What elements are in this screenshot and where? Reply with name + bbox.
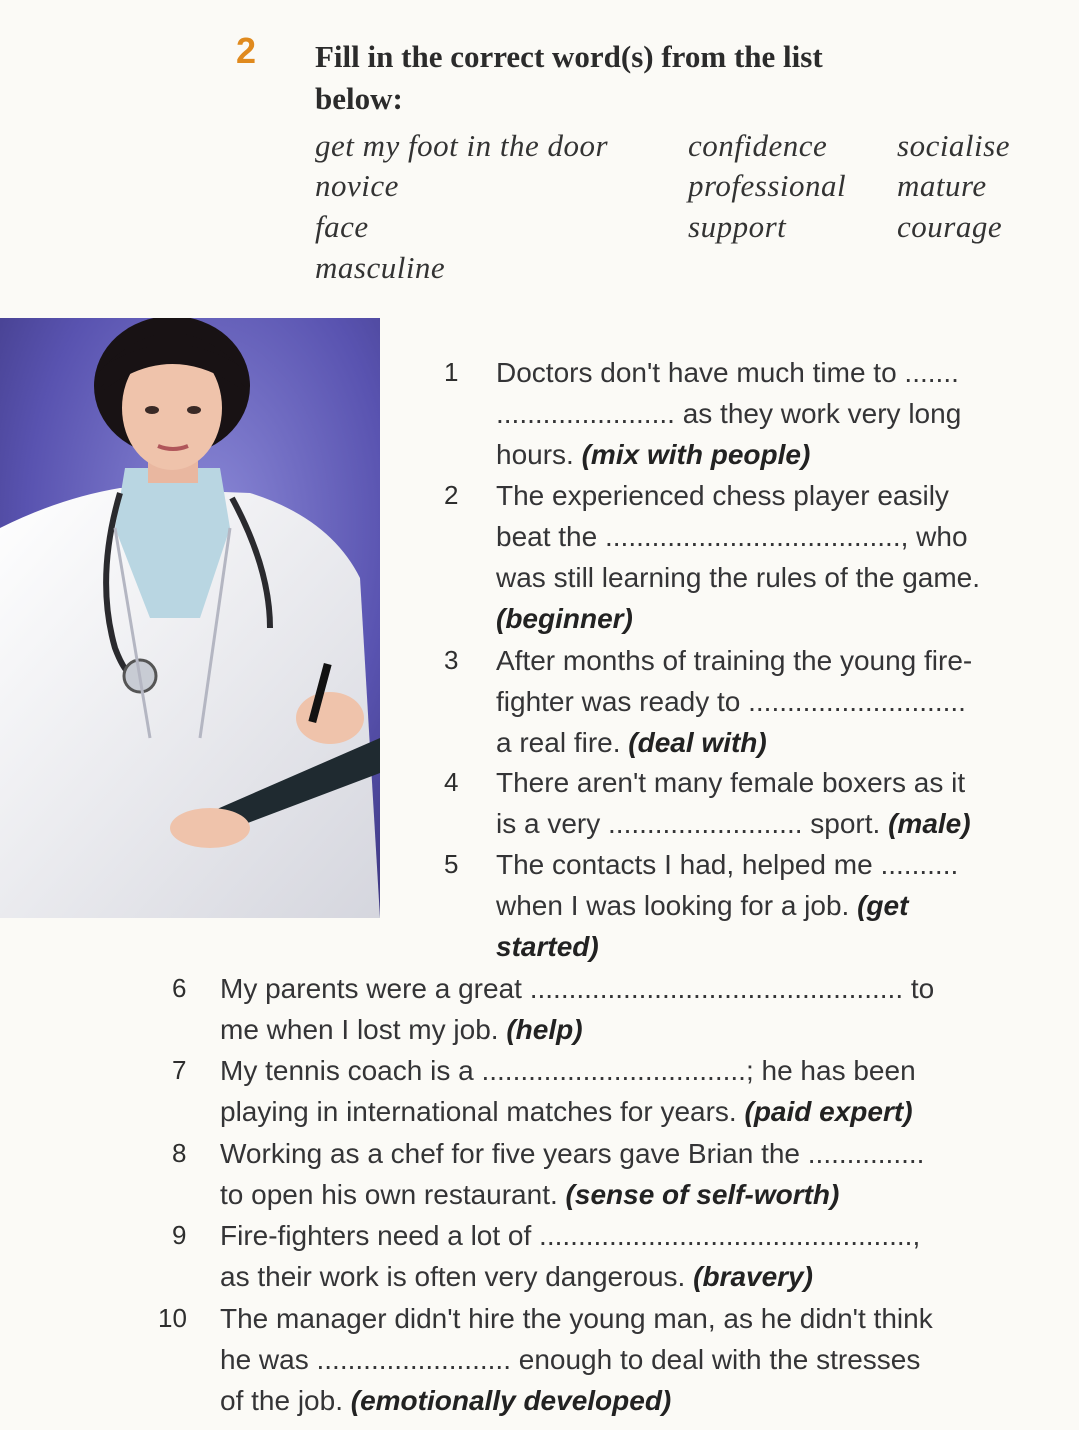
item-text-line: he was ......................... enough to deal with the stresses [220,1344,921,1375]
heading-line-1: Fill in the correct word(s) from the list [315,39,823,74]
item-text-line: hours. (mix with people) [496,439,811,470]
word-courage: courage [897,209,1003,244]
item-text-line: The experienced chess player easily [496,480,949,511]
item-hint-continued: started) [496,931,599,962]
item-hint: (help) [498,1014,583,1045]
item-hint: (get [849,890,909,921]
doctor-photo [0,318,380,918]
item-hint: (bravery) [685,1261,813,1292]
item-number: 10 [158,1303,187,1333]
item-number: 6 [172,973,187,1003]
word-face: face [315,209,369,244]
item-text-line: to open his own restaurant. (sense of self-worth) [220,1179,840,1210]
item-text-line: ....................... as they work very long [496,398,962,429]
item-number: 2 [444,480,459,510]
item-text-line: beat the ......................................, who [496,521,968,552]
item-text-line: Working as a chef for five years gave Brian the ............... [220,1138,925,1169]
doctor-illustration [0,318,380,918]
item-hint: (beginner) [496,603,633,634]
item-hint: (male) [880,808,971,839]
item-text-line: Doctors don't have much time to ....... [496,357,959,388]
item-text-line: me when I lost my job. (help) [220,1014,583,1045]
item-text-line: The contacts I had, helped me .......... [496,849,959,880]
item-number: 5 [444,849,459,879]
item-text-line: when I was looking for a job. (get [496,890,909,921]
word-get-my-foot: get my foot in the door [315,128,609,163]
item-text-line: of the job. (emotionally developed) [220,1385,672,1416]
item-text-line: a real fire. (deal with) [496,727,767,758]
item-text-line: was still learning the rules of the game. [496,562,981,593]
item-text-line: My parents were a great ................................................ to [220,973,935,1004]
exercise-number: 2 [236,30,257,71]
item-hint: (deal with) [620,727,767,758]
item-number: 8 [172,1138,187,1168]
item-hint: (sense of self-worth) [557,1179,840,1210]
item-number: 7 [172,1055,187,1085]
item-number: 4 [444,767,459,797]
word-confidence: confidence [688,128,828,163]
item-text-line: My tennis coach is a ..................................; he has been [220,1055,916,1086]
exercise-heading [315,36,1015,120]
item-number: 3 [444,645,459,675]
word-masculine: masculine [315,250,446,285]
item-text-line: The manager didn't hire the young man, as he didn't think [220,1303,933,1334]
item-text-line: fighter was ready to ............................ [496,686,966,717]
item-text-line: playing in international matches for years. (paid expert) [220,1096,913,1127]
word-novice: novice [315,168,399,203]
item-text-line: Fire-fighters need a lot of ................................................, [220,1220,921,1251]
word-professional: professional [688,168,847,203]
item-hint: (mix with people) [573,439,811,470]
item-hint: (emotionally developed) [342,1385,672,1416]
word-support: support [688,209,787,244]
word-socialise: socialise [897,128,1010,163]
item-text-line: There aren't many female boxers as it [496,767,966,798]
item-hint: (paid expert) [736,1096,913,1127]
item-number: 1 [444,357,459,387]
item-number: 9 [172,1220,187,1250]
word-mature: mature [897,168,987,203]
heading-line-2: below: [315,81,403,116]
item-text-line: is a very ......................... sport. (male) [496,808,971,839]
item-text-line: as their work is often very dangerous. (bravery) [220,1261,813,1292]
item-text-line: After months of training the young fire- [496,645,973,676]
